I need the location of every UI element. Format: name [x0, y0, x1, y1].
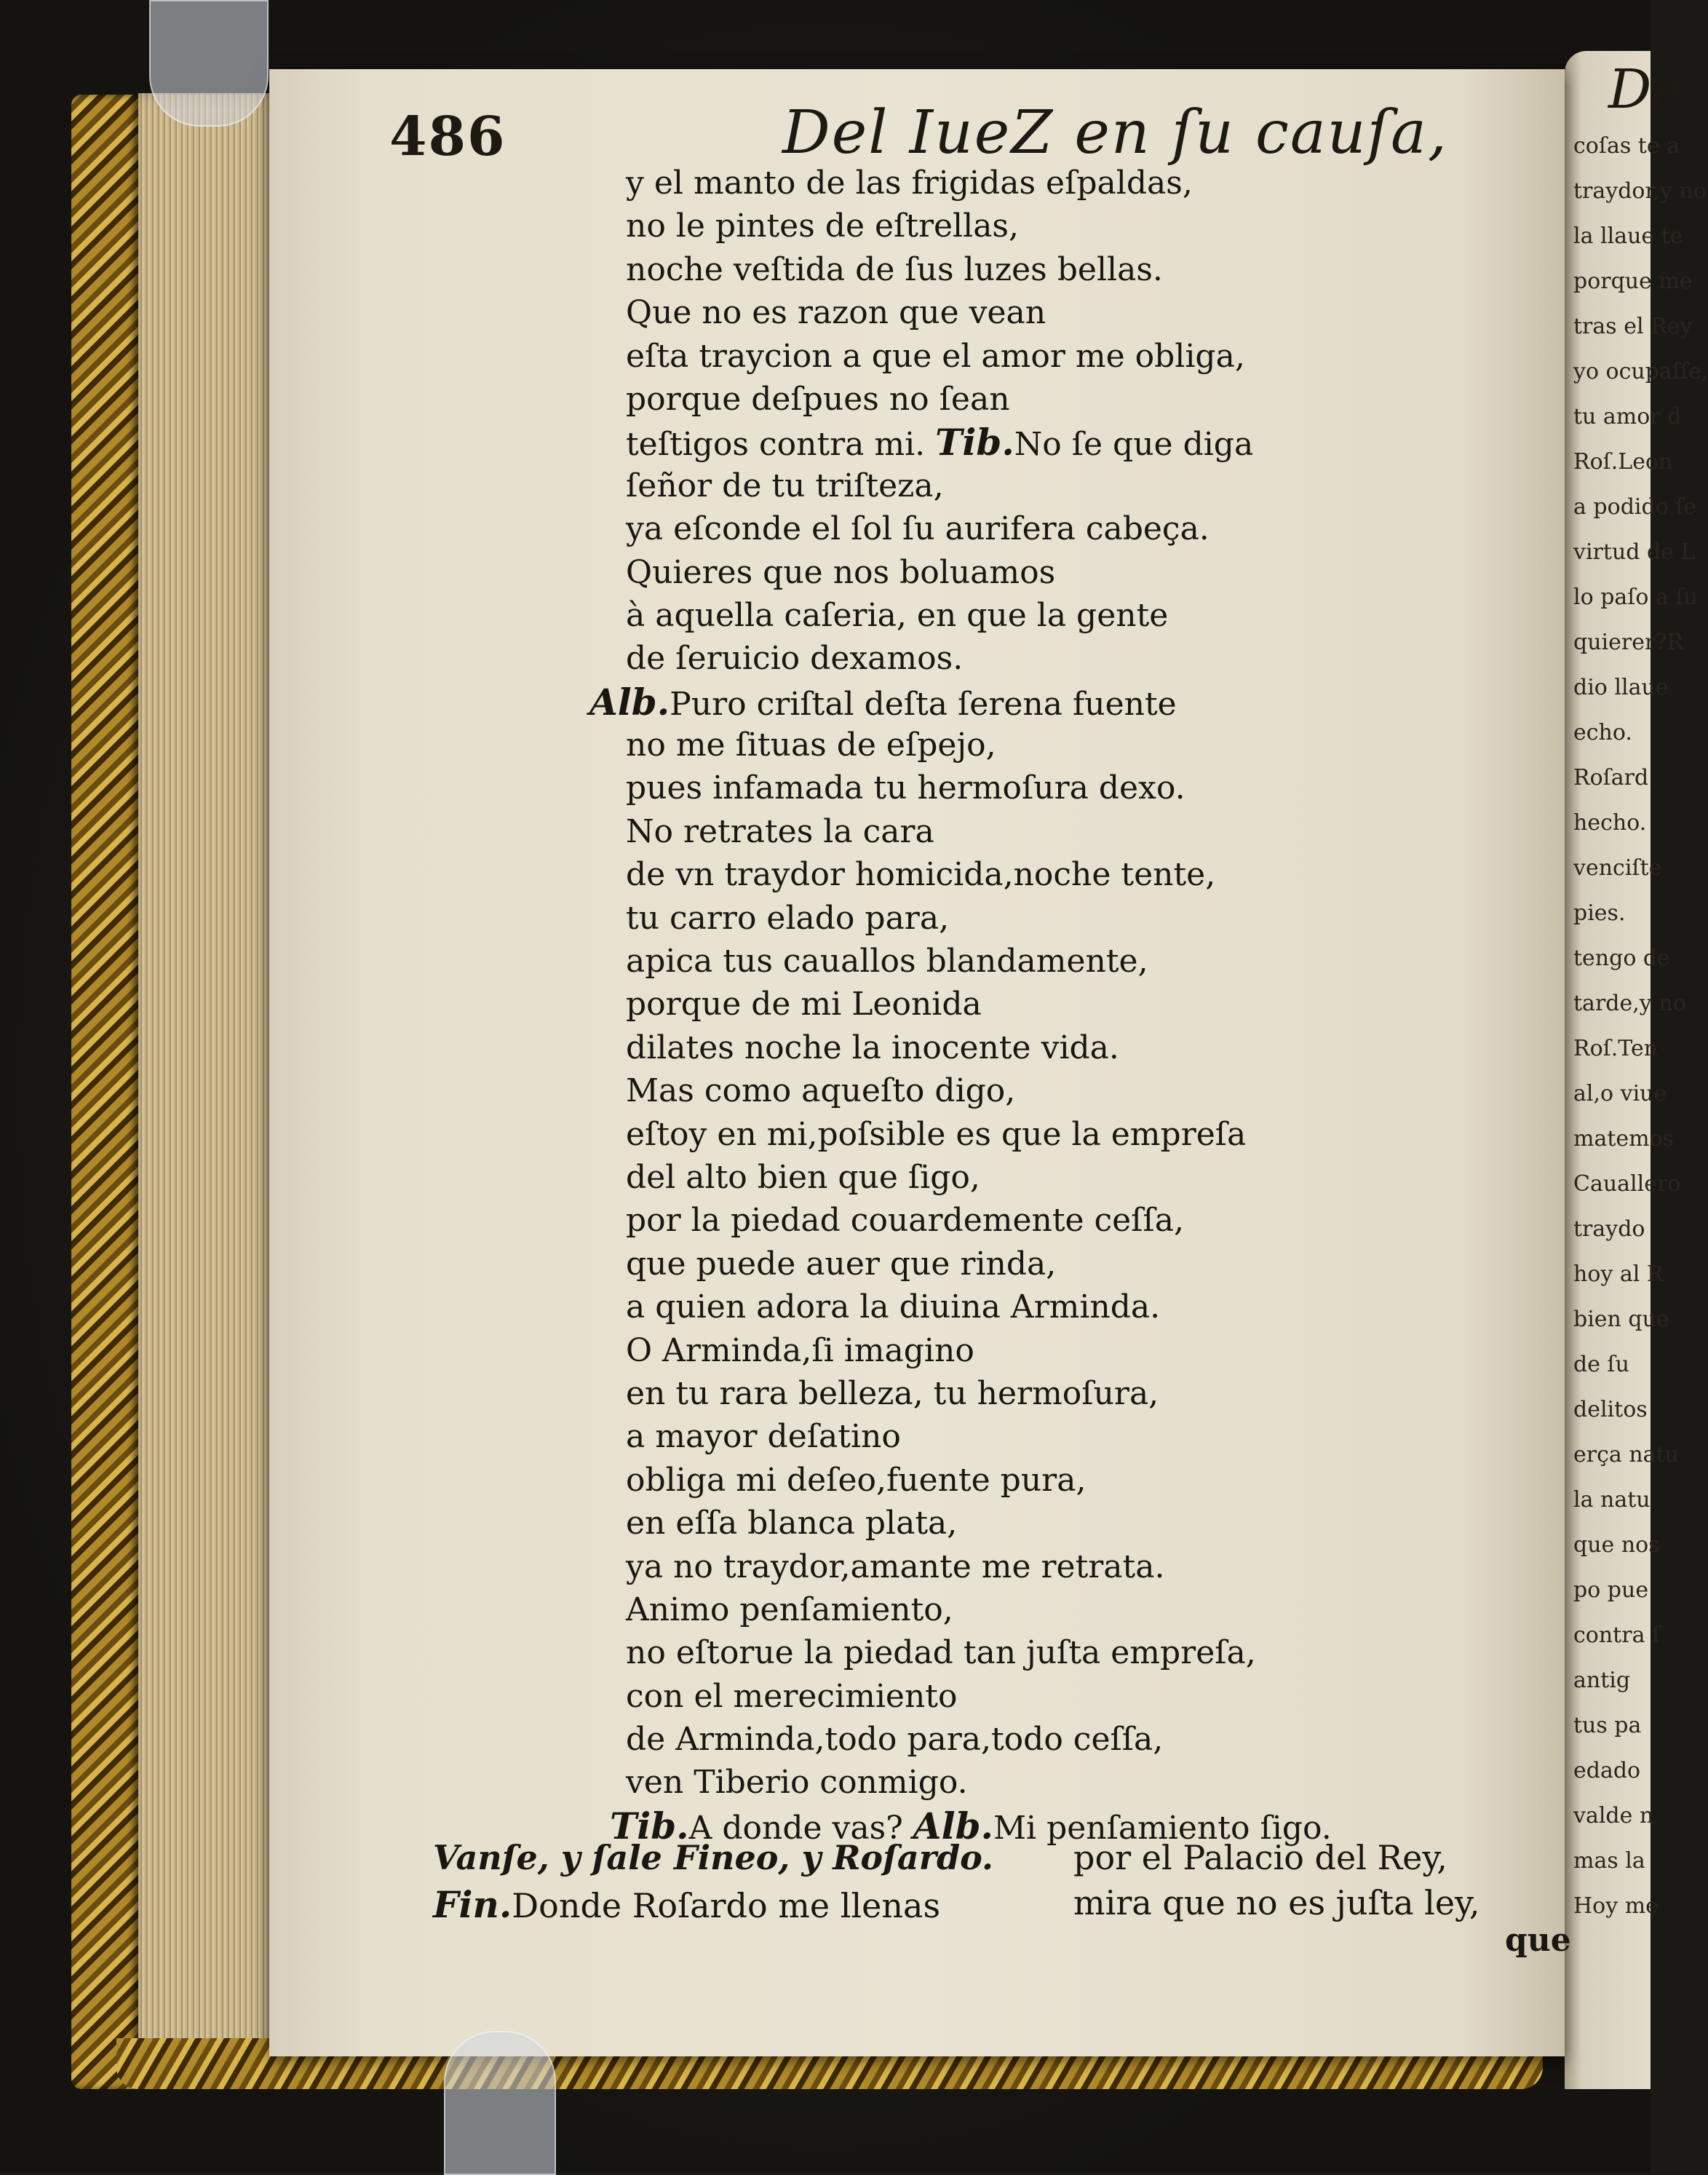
- verse-line: [626, 551, 1536, 594]
- verse-line-text: ven Tiberio conmigo.: [626, 1764, 968, 1802]
- verse-line: [626, 1502, 1536, 1545]
- facing-page-line: delitos: [1573, 1397, 1648, 1422]
- verse-line: [626, 1588, 1536, 1631]
- verse-line: [626, 1243, 1536, 1285]
- verse-line-text: noche veſtida de ſus luzes bellas.: [626, 250, 1163, 288]
- facing-page-line: mas la: [1573, 1848, 1645, 1874]
- verse-line: [626, 1329, 1536, 1372]
- verse-line-text: de ſeruicio dexamos.: [626, 640, 964, 678]
- verse-line: [626, 594, 1536, 637]
- facing-page-head: De: [1608, 58, 1684, 121]
- page-number: 486: [389, 106, 507, 168]
- verse-line: [626, 248, 1536, 291]
- verse-line-text: Quieres que nos boluamos: [626, 553, 1056, 591]
- verse-line-text: Mi penſamiento ſigo.: [993, 1809, 1332, 1847]
- verse-line-text: No retrates la cara: [626, 812, 934, 850]
- verse-line-text: a mayor deſatino: [626, 1418, 901, 1456]
- facing-page-line: hoy al R: [1573, 1261, 1664, 1287]
- verse-line: [626, 766, 1536, 809]
- verse-line: [626, 335, 1536, 378]
- verse-line: [626, 378, 1536, 421]
- facing-page-line: antig: [1573, 1668, 1631, 1693]
- facing-page-line: Roſard: [1573, 765, 1649, 791]
- facing-page-line: tarde,y no: [1573, 991, 1686, 1016]
- facing-page-line: dio llaue: [1573, 675, 1669, 700]
- page-clip-top: [149, 0, 269, 127]
- verse-line: [626, 205, 1536, 247]
- facing-page-line: venciſte: [1573, 855, 1662, 881]
- right-column: [1073, 1838, 1480, 1922]
- verse-line-text: a quien adora la diuina Arminda.: [626, 1288, 1161, 1326]
- facing-page-line: pies.: [1573, 900, 1626, 926]
- verse-line-text: Que no es razon que vean: [626, 294, 1046, 332]
- verse-line-text: Puro criſtal deſta ſerena fuente: [670, 685, 1177, 723]
- verse-line: [589, 681, 1536, 724]
- facing-page-line: tu amor d: [1573, 404, 1682, 429]
- verse-line-text: tu carro elado para,: [626, 899, 950, 937]
- verse-line-text: en tu rara belleza, tu hermoſura,: [626, 1374, 1159, 1412]
- facing-page-line: la natu: [1573, 1487, 1651, 1513]
- verse-line-text: O Arminda,ſi imagino: [626, 1331, 974, 1369]
- facing-page-line: po pue: [1573, 1577, 1649, 1603]
- facing-page-line: al,o viue: [1573, 1081, 1667, 1106]
- facing-page-line: contra ſ: [1573, 1623, 1661, 1648]
- speaker-label: Tib.: [610, 1804, 689, 1847]
- verse-line-text: dilates noche la inocente vida.: [626, 1029, 1119, 1066]
- verse-line: [626, 1026, 1536, 1069]
- verse-line-text: teſtigos contra mi.: [626, 426, 926, 464]
- verse-line: [626, 1761, 1536, 1804]
- verse-line: [626, 507, 1536, 550]
- facing-page-line: Hoy me: [1573, 1893, 1659, 1919]
- gilded-fore-edge: [71, 95, 138, 2089]
- facing-page-line: tras el Rey: [1573, 314, 1693, 339]
- verse-line: [626, 1631, 1536, 1674]
- stage-direction: Vanſe, y ſale Fineo, y Roſardo.: [433, 1838, 993, 1877]
- facing-page-line: echo.: [1573, 720, 1632, 745]
- facing-page-line: a podido ſe: [1573, 494, 1697, 520]
- facing-page-line: Roſ.Ten: [1573, 1036, 1659, 1061]
- verse-line-text: A donde vas?: [688, 1809, 903, 1847]
- stage-direction-block: [433, 1838, 993, 1926]
- speaker-label: Tib.: [935, 421, 1014, 464]
- verse-line-text: Mas como aqueſto digo,: [626, 1072, 1016, 1110]
- verse-line: [626, 1459, 1536, 1502]
- verse-line: [626, 464, 1536, 507]
- verse-line: [626, 1285, 1536, 1328]
- running-title: Del IueZ en ſu cauſa,: [782, 98, 1448, 167]
- right-column-line: mira que no es juſta ley,: [1073, 1883, 1480, 1922]
- facing-page-line: lo paſo a ſu: [1573, 585, 1698, 610]
- verse-line-text: à aquella caſeria, en que la gente: [626, 596, 1169, 634]
- verse-line-text: de Arminda,todo para,todo ceſſa,: [626, 1721, 1164, 1759]
- verse-line-text: por la piedad couardemente ceſſa,: [626, 1202, 1185, 1240]
- page-clip-bottom: [444, 2031, 556, 2175]
- verse-line-text: y el manto de las frigidas eſpaldas,: [626, 165, 1193, 202]
- verse-line: [626, 724, 1536, 766]
- verse-line-text: ſeñor de tu triſteza,: [626, 467, 944, 504]
- verse-line: [626, 1156, 1536, 1199]
- verse-line: [626, 1675, 1536, 1718]
- speaker-label: Alb.: [589, 680, 670, 724]
- verse-line: [626, 810, 1536, 853]
- verse-line-text: no me ſituas de eſpejo,: [626, 726, 996, 764]
- left-last-line: Fin.Donde Roſardo me llenas: [433, 1883, 941, 1926]
- verse-line-text: del alto bien que ſigo,: [626, 1158, 980, 1196]
- facing-page-line: quierer?R: [1573, 630, 1683, 655]
- verse-line-text: no eſtorue la piedad tan juſta empreſa,: [626, 1634, 1256, 1672]
- verse-line-text: pues infamada tu hermoſura dexo.: [626, 769, 1185, 807]
- facing-page-line: erça natu: [1573, 1442, 1679, 1467]
- facing-page-line: traydor,y no: [1573, 178, 1707, 204]
- facing-page-line: de ſu: [1573, 1352, 1629, 1377]
- verse-line: [626, 1545, 1536, 1588]
- verse-line: [626, 1199, 1536, 1242]
- facing-page-line: edado: [1573, 1758, 1641, 1783]
- facing-page-line: Roſ.Leon: [1573, 449, 1673, 475]
- right-column-line: por el Palacio del Rey,: [1073, 1838, 1447, 1877]
- verse-line: [626, 1372, 1536, 1415]
- verse-line-text: apica tus cauallos blandamente,: [626, 943, 1148, 980]
- verse-line-text: de vn traydor homicida,noche tente,: [626, 856, 1216, 894]
- facing-page-line: yo ocupaſſe,: [1573, 359, 1708, 384]
- facing-page-text: [1573, 124, 1708, 1929]
- verse-line-text: eſta traycion a que el amor me obliga,: [626, 337, 1245, 375]
- facing-page-line: tus pa: [1573, 1713, 1642, 1738]
- verse-line-text: No ſe que diga: [1014, 426, 1254, 464]
- verse-line-text: porque deſpues no ſean: [626, 380, 1010, 418]
- verse-line-text: ya no traydor,amante me retrata.: [626, 1548, 1165, 1585]
- facing-page-line: coſas te a: [1573, 133, 1680, 159]
- facing-page-line: traydo: [1573, 1216, 1645, 1242]
- verse-line: [626, 853, 1536, 896]
- verse-line-text: porque de mi Leonida: [626, 986, 982, 1023]
- facing-page-line: valde n: [1573, 1803, 1654, 1829]
- verse-line-text: no le pintes de eſtrellas,: [626, 207, 1019, 245]
- verse-line-text: ya eſconde el ſol ſu aurifera cabeça.: [626, 510, 1209, 548]
- page-block-edges: [138, 93, 277, 2073]
- verse-text: [589, 162, 1536, 1847]
- verse-line: [626, 983, 1536, 1026]
- verse-line-text: obliga mi deſeo,fuente pura,: [626, 1461, 1087, 1499]
- facing-page-line: que nos: [1573, 1532, 1660, 1558]
- facing-page-line: virtud de L: [1573, 539, 1696, 565]
- facing-page-line: tengo de: [1573, 946, 1670, 971]
- facing-page: [1565, 51, 1708, 2089]
- facing-page-line: porque me: [1573, 269, 1693, 294]
- verse-line-text: Animo penſamiento,: [626, 1590, 953, 1628]
- facing-page-line: bien que: [1573, 1307, 1669, 1332]
- facing-page-line: la llaue te: [1573, 223, 1683, 249]
- verse-line: [626, 897, 1536, 940]
- verse-line-text: que puede auer que rinda,: [626, 1245, 1057, 1283]
- verse-line: [626, 291, 1536, 334]
- facing-page-line: matemos: [1573, 1126, 1675, 1152]
- verse-line: [626, 1718, 1536, 1761]
- facing-page-line: Cauallero: [1573, 1171, 1681, 1197]
- verse-line-text: eſtoy en mi,poſsible es que la empreſa: [626, 1115, 1247, 1153]
- verse-line: [626, 940, 1536, 983]
- catchword: que: [1505, 1922, 1571, 1959]
- verse-line: [626, 637, 1536, 680]
- verse-line: [626, 162, 1536, 205]
- verse-line: [626, 1415, 1536, 1458]
- verse-line: [626, 421, 1536, 464]
- verse-line: [626, 1069, 1536, 1112]
- verse-line: [626, 1113, 1536, 1156]
- speaker-label: Alb.: [913, 1804, 993, 1847]
- facing-page-line: hecho.: [1573, 810, 1647, 836]
- verse-line-text: con el merecimiento: [626, 1677, 958, 1715]
- verse-line-text: en eſſa blanca plata,: [626, 1505, 958, 1542]
